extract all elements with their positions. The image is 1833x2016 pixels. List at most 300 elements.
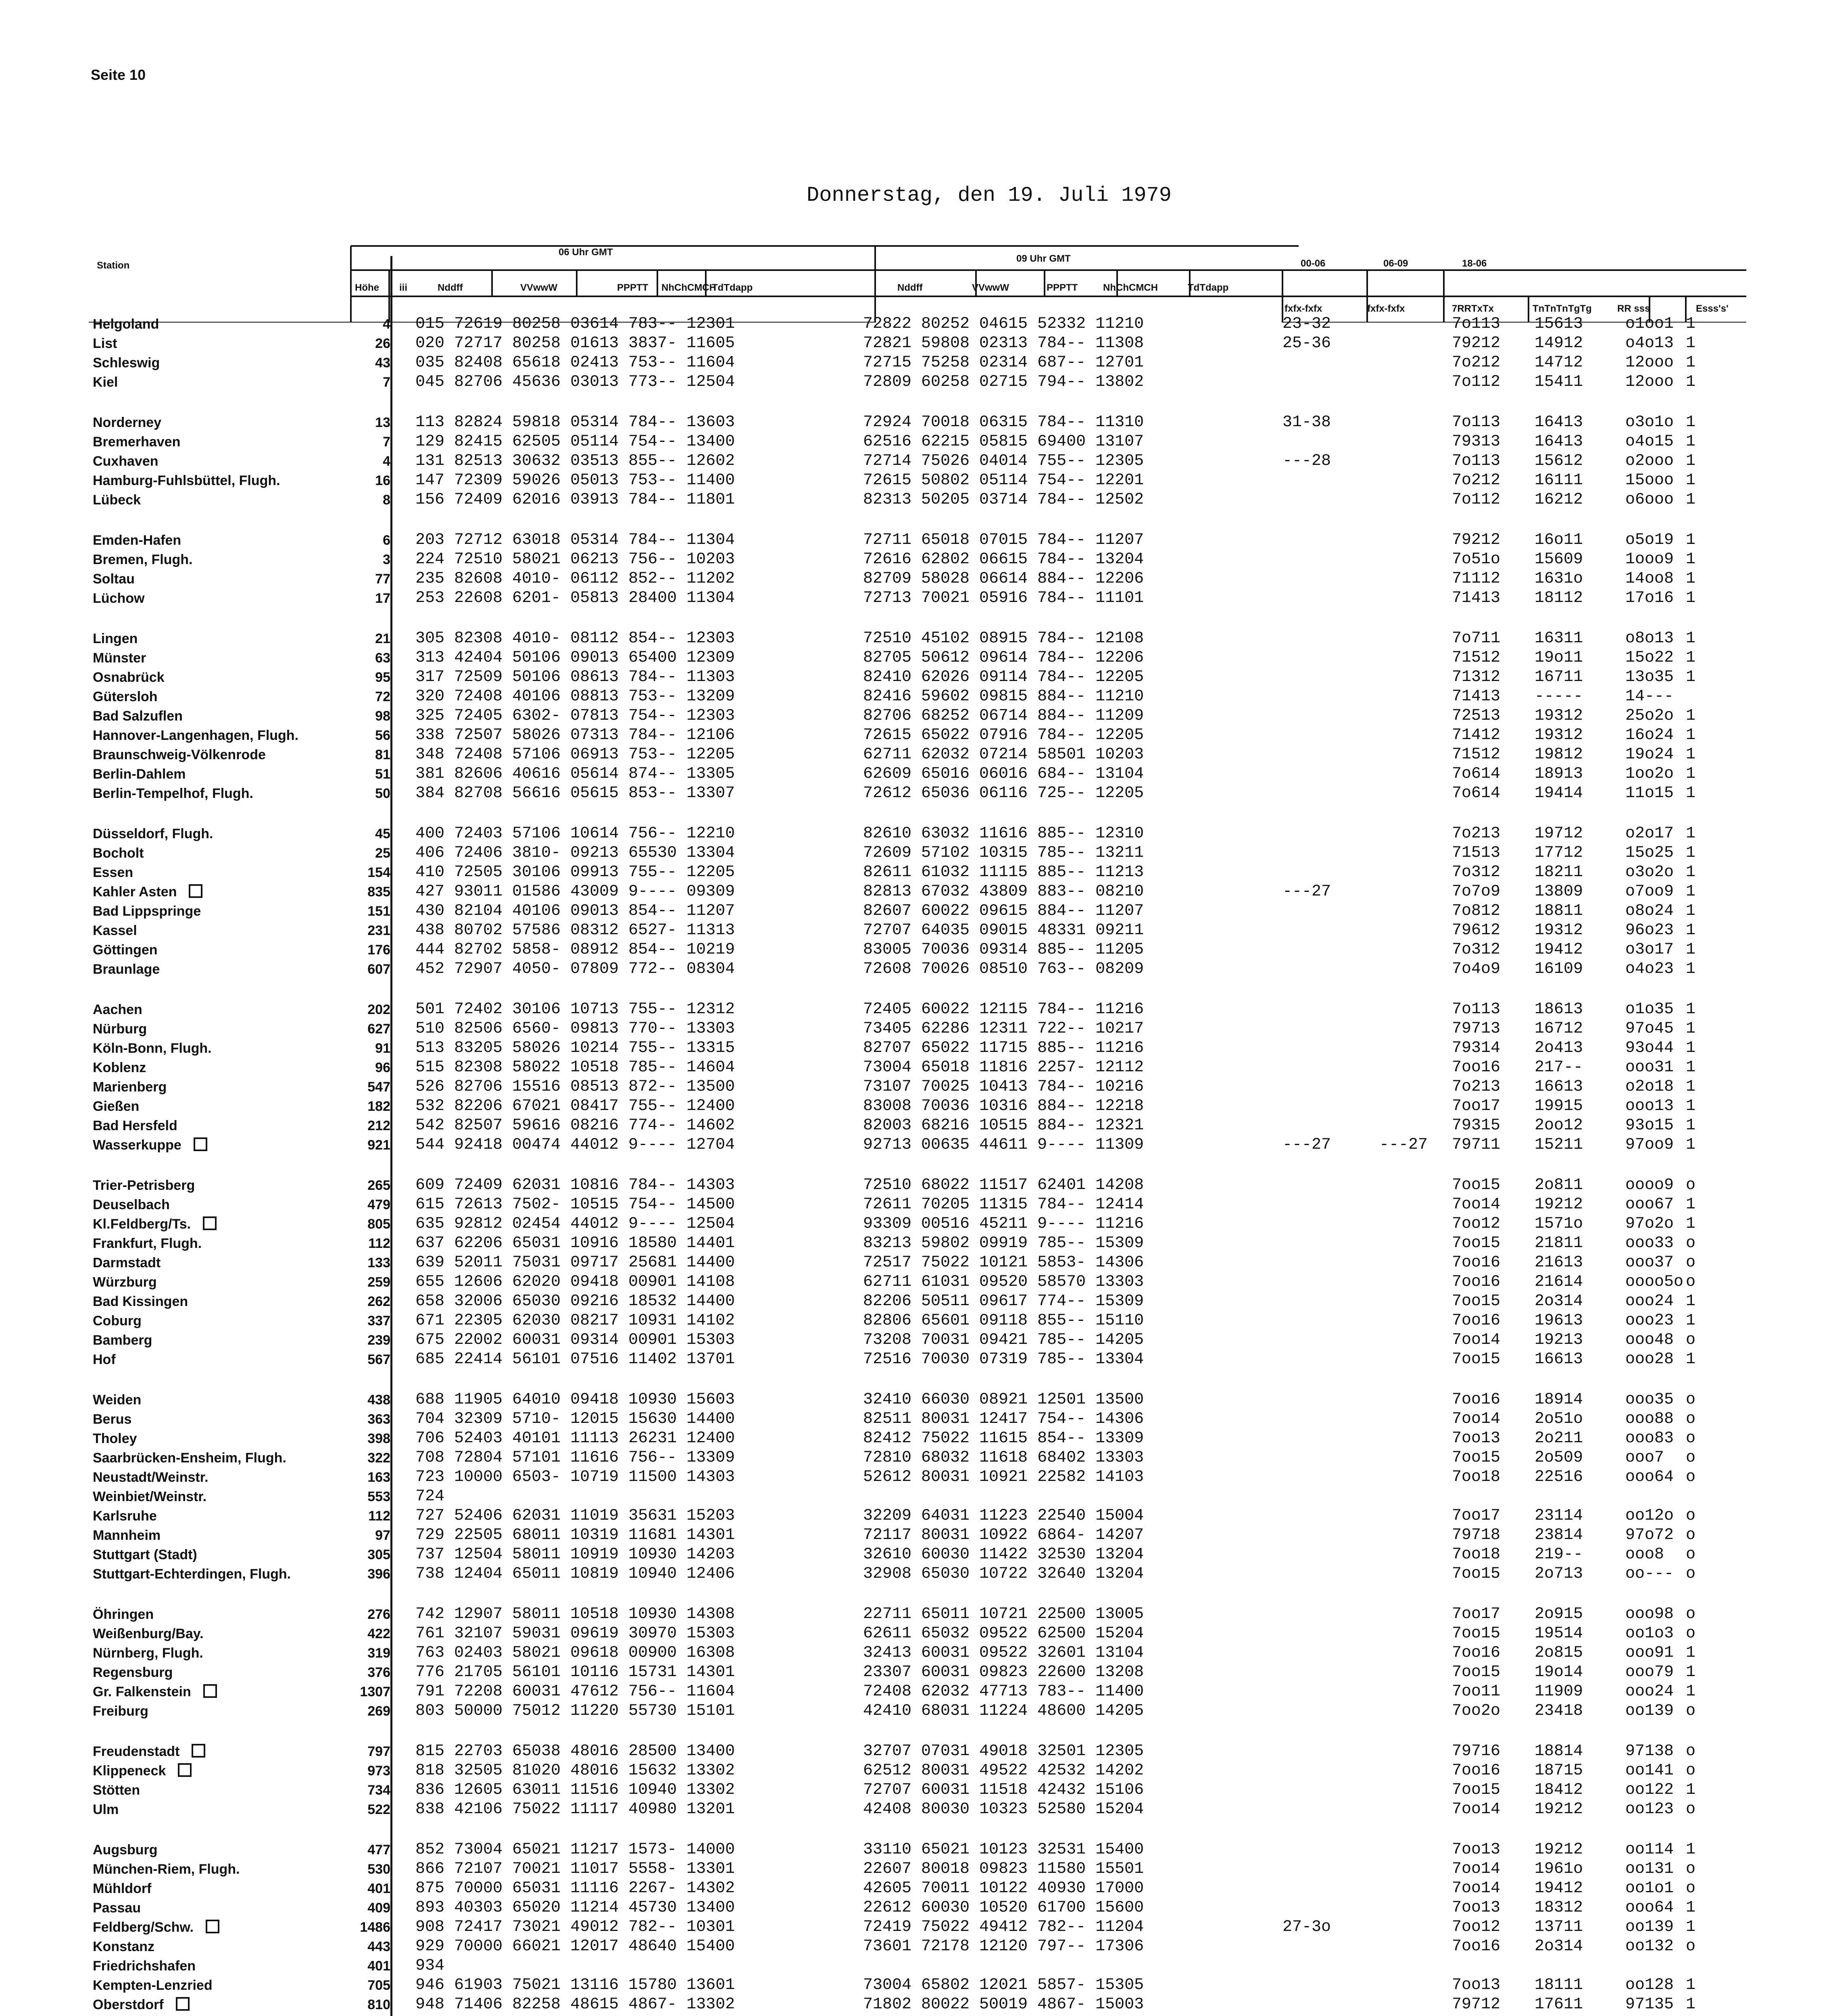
precip: oo123 bbox=[1625, 1800, 1674, 1818]
station-name: Essen bbox=[93, 865, 133, 880]
temp-group: 17611 bbox=[1535, 1995, 1583, 2014]
temp-max-min: 7o113 bbox=[1452, 413, 1501, 431]
snow: 1 bbox=[1686, 765, 1696, 783]
obs-06: 818 32505 81020 48016 15632 13302 bbox=[415, 1762, 735, 1780]
station-name: Bad Lippspringe bbox=[93, 904, 201, 919]
station-height: 567 bbox=[367, 1352, 390, 1367]
obs-06: 113 82824 59818 05314 784-- 13603 bbox=[415, 413, 735, 431]
snow: 1 bbox=[1686, 1899, 1696, 1917]
obs-06: 035 82408 65618 02413 753-- 11604 bbox=[415, 354, 735, 372]
obs-06: 658 32006 65030 09216 18532 14400 bbox=[415, 1292, 735, 1310]
precip: oo132 bbox=[1625, 1937, 1674, 1956]
header-ii: iii bbox=[399, 282, 408, 293]
station-height: 522 bbox=[367, 1802, 390, 1817]
obs-06: 544 92418 00474 44012 9---- 12704 bbox=[415, 1136, 735, 1154]
gust-00-06: ---28 bbox=[1282, 452, 1331, 470]
temp-max-min: 71413 bbox=[1452, 687, 1501, 706]
precip: o2o18 bbox=[1625, 1078, 1674, 1096]
station-height: 4 bbox=[383, 454, 390, 469]
snow: 1 bbox=[1686, 1195, 1696, 1214]
snow: o bbox=[1686, 1468, 1696, 1486]
snow: o bbox=[1686, 1254, 1696, 1272]
header-06-uhr: 06 Uhr GMT bbox=[559, 247, 613, 258]
snow: o bbox=[1686, 1507, 1696, 1525]
temp-max-min: 7oo16 bbox=[1452, 1254, 1501, 1272]
station-name: Hamburg-Fuhlsbüttel, Flugh. bbox=[93, 473, 280, 488]
obs-09: 82705 50612 09614 784-- 12206 bbox=[863, 649, 1144, 667]
station-name: Hof bbox=[93, 1352, 116, 1367]
temp-max-min: 7oo15 bbox=[1452, 1565, 1501, 1583]
station-height: 25 bbox=[375, 846, 390, 861]
temp-max-min: 7oo17 bbox=[1452, 1097, 1501, 1115]
precip: oo114 bbox=[1625, 1841, 1674, 1859]
station-name: Soltau bbox=[93, 571, 135, 587]
temp-group: 2o811 bbox=[1535, 1176, 1583, 1194]
obs-06: 866 72107 70021 11017 5558- 13301 bbox=[415, 1860, 735, 1878]
station-height: 973 bbox=[367, 1763, 390, 1779]
header-tt: TnTnTnTgTg bbox=[1533, 303, 1592, 314]
station-name: Lingen bbox=[93, 631, 138, 646]
temp-group: 1571o bbox=[1535, 1215, 1583, 1233]
snow: 1 bbox=[1686, 784, 1696, 802]
station-name: Braunschweig-Völkenrode bbox=[93, 747, 266, 762]
obs-06: 542 82507 59616 08216 774-- 14602 bbox=[415, 1116, 735, 1135]
station-height: 16 bbox=[375, 473, 390, 488]
obs-06: 838 42106 75022 11117 40980 13201 bbox=[415, 1800, 735, 1818]
precip: o4o23 bbox=[1625, 960, 1674, 978]
temp-max-min: 7oo13 bbox=[1452, 1429, 1501, 1447]
snow: 1 bbox=[1686, 921, 1696, 939]
obs-06: 015 72619 80258 03614 783-- 12301 bbox=[415, 315, 735, 333]
temp-max-min: 79711 bbox=[1452, 1136, 1501, 1154]
temp-group: 19212 bbox=[1535, 1195, 1583, 1214]
obs-06: 147 72309 59026 05013 753-- 11400 bbox=[415, 471, 735, 489]
precip: ooo23 bbox=[1625, 1312, 1674, 1330]
station-name: Bad Salzuflen bbox=[93, 708, 183, 724]
obs-09: 82313 50205 03714 784-- 12502 bbox=[863, 491, 1144, 509]
header-ff1: fxfx-fxfx bbox=[1285, 303, 1322, 314]
obs-09: 82003 68216 10515 884-- 12321 bbox=[863, 1116, 1144, 1135]
temp-group: 19613 bbox=[1535, 1312, 1583, 1330]
snow: 1 bbox=[1686, 471, 1696, 489]
obs-06: 742 12907 58011 10518 10930 14308 bbox=[415, 1605, 735, 1623]
precip: 97138 bbox=[1625, 1742, 1674, 1760]
snow: o bbox=[1686, 1860, 1696, 1878]
snow: 1 bbox=[1686, 1350, 1696, 1368]
temp-max-min: 7o213 bbox=[1452, 1078, 1501, 1096]
snow: 1 bbox=[1686, 844, 1696, 862]
station-height: 77 bbox=[375, 571, 390, 587]
station-name: Braunlage bbox=[93, 962, 160, 977]
station-height: 1307 bbox=[360, 1684, 390, 1699]
temp-max-min: 71512 bbox=[1452, 746, 1501, 764]
obs-06: 637 62206 65031 10916 18580 14401 bbox=[415, 1234, 735, 1252]
temp-max-min: 79212 bbox=[1452, 334, 1501, 352]
obs-06: 513 83205 58026 10214 755-- 13315 bbox=[415, 1039, 735, 1057]
snow: o bbox=[1686, 1702, 1696, 1720]
precip: o4o15 bbox=[1625, 433, 1674, 451]
obs-09: 82611 61032 11115 885-- 11213 bbox=[863, 863, 1144, 881]
header-ppptt-09: PPPTT bbox=[1047, 282, 1078, 293]
obs-06: 253 22608 6201- 05813 28400 11304 bbox=[415, 589, 735, 607]
station-height: 51 bbox=[375, 766, 390, 782]
temp-group: 2o314 bbox=[1535, 1937, 1583, 1956]
station-height: 363 bbox=[367, 1412, 390, 1427]
snow: 1 bbox=[1686, 373, 1696, 391]
obs-06: 526 82706 15516 08513 872-- 13500 bbox=[415, 1078, 735, 1096]
precip: ooo33 bbox=[1625, 1234, 1674, 1252]
obs-06: 737 12504 58011 10919 10930 14203 bbox=[415, 1545, 735, 1564]
precip: oo1o1 bbox=[1625, 1879, 1674, 1897]
snow: 1 bbox=[1686, 707, 1696, 725]
station-height: 13 bbox=[375, 415, 390, 430]
obs-09: 42605 70011 10122 40930 17000 bbox=[863, 1879, 1144, 1897]
precip: 97oo9 bbox=[1625, 1136, 1674, 1154]
station-name: Weißenburg/Bay. bbox=[93, 1626, 204, 1641]
obs-09: 72611 70205 11315 784-- 12414 bbox=[863, 1195, 1144, 1214]
station-name: Karlsruhe bbox=[93, 1508, 157, 1524]
snow: o bbox=[1686, 1449, 1696, 1467]
obs-06: 317 72509 50106 08613 784-- 11303 bbox=[415, 668, 735, 686]
temp-group: 219-- bbox=[1535, 1545, 1583, 1564]
station-name: Bamberg bbox=[93, 1333, 152, 1348]
precip: o2o17 bbox=[1625, 825, 1674, 843]
snow: 1 bbox=[1686, 550, 1696, 569]
station-name: Trier-Petrisberg bbox=[93, 1178, 195, 1193]
precip: 12ooo bbox=[1625, 373, 1674, 391]
obs-09: 83213 59802 09919 785-- 15309 bbox=[863, 1234, 1144, 1252]
obs-09: 52612 80031 10921 22582 14103 bbox=[863, 1468, 1144, 1486]
obs-06: 609 72409 62031 10816 784-- 14303 bbox=[415, 1176, 735, 1194]
snow: o bbox=[1686, 1762, 1696, 1780]
temp-group: 16613 bbox=[1535, 1350, 1583, 1368]
obs-06: 510 82506 6560- 09813 770-- 13303 bbox=[415, 1020, 735, 1038]
temp-group: 18112 bbox=[1535, 589, 1583, 607]
temp-group: 19212 bbox=[1535, 1841, 1583, 1859]
header-09-uhr: 09 Uhr GMT bbox=[1016, 253, 1071, 264]
temp-max-min: 7oo15 bbox=[1452, 1624, 1501, 1643]
station-height: 553 bbox=[367, 1489, 390, 1504]
precip: 97o2o bbox=[1625, 1215, 1674, 1233]
temp-group: 18913 bbox=[1535, 765, 1583, 783]
snow: 1 bbox=[1686, 1136, 1696, 1154]
snow: 1 bbox=[1686, 1116, 1696, 1135]
station-height: 422 bbox=[367, 1626, 390, 1641]
obs-06: 532 82206 67021 08417 755-- 12400 bbox=[415, 1097, 735, 1115]
obs-09: 82412 75022 11615 854-- 13309 bbox=[863, 1429, 1144, 1447]
obs-09: 62711 61031 09520 58570 13303 bbox=[863, 1273, 1144, 1291]
temp-group: 2o314 bbox=[1535, 1292, 1583, 1310]
temp-group: 19414 bbox=[1535, 784, 1583, 802]
temp-group: 16212 bbox=[1535, 491, 1583, 509]
station-name: Deuselbach bbox=[93, 1197, 170, 1212]
station-height: 96 bbox=[375, 1060, 390, 1075]
obs-06: 615 72613 7502- 10515 754-- 14500 bbox=[415, 1195, 735, 1214]
snow: 1 bbox=[1686, 1683, 1696, 1701]
obs-06: 836 12605 63011 11516 10940 13302 bbox=[415, 1781, 735, 1799]
snow: o bbox=[1686, 1176, 1696, 1194]
mountain-station-marker bbox=[203, 1216, 217, 1230]
obs-06: 763 02403 58021 09618 00900 16308 bbox=[415, 1644, 735, 1662]
precip: ooo83 bbox=[1625, 1429, 1674, 1447]
temp-group: 14712 bbox=[1535, 354, 1583, 372]
temp-group: 19312 bbox=[1535, 707, 1583, 725]
temp-group: 16109 bbox=[1535, 960, 1583, 978]
temp-group: 19o11 bbox=[1535, 649, 1583, 667]
temp-group: 2o713 bbox=[1535, 1565, 1583, 1583]
snow: o bbox=[1686, 1429, 1696, 1447]
temp-max-min: 71412 bbox=[1452, 726, 1501, 744]
obs-06: 338 72507 58026 07313 784-- 12106 bbox=[415, 726, 735, 744]
station-height: 26 bbox=[375, 336, 390, 351]
station-name: Regensburg bbox=[93, 1665, 173, 1680]
table-header-frame bbox=[89, 226, 1746, 323]
station-height: 797 bbox=[367, 1744, 390, 1759]
temp-max-min: 79718 bbox=[1452, 1526, 1501, 1544]
temp-max-min: 7o614 bbox=[1452, 784, 1501, 802]
station-name: Bad Hersfeld bbox=[93, 1118, 177, 1133]
temp-group: 16311 bbox=[1535, 629, 1583, 648]
snow: o bbox=[1686, 1937, 1696, 1956]
snow: o bbox=[1686, 1526, 1696, 1544]
station-name: Oberstdorf bbox=[93, 1995, 190, 2014]
obs-09: 72715 75258 02314 687-- 12701 bbox=[863, 354, 1144, 372]
obs-09: 72714 75026 04014 755-- 12305 bbox=[863, 452, 1144, 470]
temp-group: 16711 bbox=[1535, 668, 1583, 686]
precip: 15ooo bbox=[1625, 471, 1674, 489]
station-name: Würzburg bbox=[93, 1275, 157, 1290]
temp-max-min: 7o113 bbox=[1452, 315, 1501, 333]
precip: o7oo9 bbox=[1625, 883, 1674, 901]
obs-06: 501 72402 30106 10713 755-- 12312 bbox=[415, 1000, 735, 1018]
temp-group: 16111 bbox=[1535, 471, 1583, 489]
snow: 1 bbox=[1686, 1097, 1696, 1115]
station-name: Bremerhaven bbox=[93, 434, 181, 450]
temp-max-min: 7oo14 bbox=[1452, 1410, 1501, 1428]
obs-06: 203 72712 63018 05314 784-- 11304 bbox=[415, 531, 735, 549]
temp-max-min: 79612 bbox=[1452, 921, 1501, 939]
precip: oo12o bbox=[1625, 1507, 1674, 1525]
temp-group: 18312 bbox=[1535, 1899, 1583, 1917]
snow: 1 bbox=[1686, 1644, 1696, 1662]
snow: 1 bbox=[1686, 1215, 1696, 1233]
obs-09: 32610 60030 11422 32530 13204 bbox=[863, 1545, 1144, 1564]
obs-09: 82410 62026 09114 784-- 12205 bbox=[863, 668, 1144, 686]
snow: 1 bbox=[1686, 629, 1696, 648]
precip: oo1o3 bbox=[1625, 1624, 1674, 1643]
obs-06: 791 72208 60031 47612 756-- 11604 bbox=[415, 1683, 735, 1701]
header-tmtn: 7RRTxTx bbox=[1452, 303, 1494, 314]
obs-06: 381 82606 40616 05614 874-- 13305 bbox=[415, 765, 735, 783]
obs-09: 82707 65022 11715 885-- 11216 bbox=[863, 1039, 1144, 1057]
station-height: 45 bbox=[375, 826, 390, 841]
precip: o3o17 bbox=[1625, 941, 1674, 959]
obs-09: 72809 60258 02715 794-- 13802 bbox=[863, 373, 1144, 391]
column-rule bbox=[390, 256, 392, 2016]
station-name: Kahler Asten bbox=[93, 882, 202, 902]
station-name: Emden-Hafen bbox=[93, 533, 181, 548]
temp-max-min: 7o213 bbox=[1452, 825, 1501, 843]
temp-max-min: 7oo14 bbox=[1452, 1800, 1501, 1818]
obs-06: 852 73004 65021 11217 1573- 14000 bbox=[415, 1841, 735, 1859]
temp-group: 1961o bbox=[1535, 1860, 1583, 1878]
snow: 1 bbox=[1686, 825, 1696, 843]
station-height: 63 bbox=[375, 650, 390, 666]
header-nddff: Nddff bbox=[438, 282, 463, 293]
snow: o bbox=[1686, 1410, 1696, 1428]
precip: 15o22 bbox=[1625, 649, 1674, 667]
precip: oo128 bbox=[1625, 1976, 1674, 1994]
obs-06: 724 bbox=[415, 1487, 445, 1506]
temp-max-min: 71413 bbox=[1452, 589, 1501, 607]
obs-06: 688 11905 64010 09418 10930 15603 bbox=[415, 1391, 735, 1409]
station-height: 6 bbox=[383, 533, 390, 548]
temp-max-min: 7oo2o bbox=[1452, 1702, 1501, 1720]
snow: 1 bbox=[1686, 1781, 1696, 1799]
station-name: Kl.Feldberg/Ts. bbox=[93, 1214, 217, 1234]
station-name: Augsburg bbox=[93, 1842, 158, 1858]
temp-max-min: 7oo16 bbox=[1452, 1937, 1501, 1956]
obs-06: 803 50000 75012 11220 55730 15101 bbox=[415, 1702, 735, 1720]
station-name: Nürburg bbox=[93, 1021, 147, 1037]
obs-06: 235 82608 4010- 06112 852-- 11202 bbox=[415, 570, 735, 588]
obs-09: 92713 00635 44611 9---- 11309 bbox=[863, 1136, 1144, 1154]
obs-06: 946 61903 75021 13116 15780 13601 bbox=[415, 1976, 735, 1994]
precip: 12ooo bbox=[1625, 354, 1674, 372]
obs-09: 62512 80031 49522 42532 14202 bbox=[863, 1762, 1144, 1780]
station-height: 409 bbox=[367, 1900, 390, 1916]
precip: 97o72 bbox=[1625, 1526, 1674, 1544]
station-name: Göttingen bbox=[93, 942, 158, 958]
station-name: Freiburg bbox=[93, 1704, 148, 1719]
station-name: Kassel bbox=[93, 923, 137, 938]
temp-max-min: 7oo14 bbox=[1452, 1879, 1501, 1897]
station-height: 259 bbox=[367, 1275, 390, 1290]
station-name: Norderney bbox=[93, 415, 162, 430]
station-height: 805 bbox=[367, 1216, 390, 1232]
station-height: 477 bbox=[367, 1842, 390, 1858]
station-height: 50 bbox=[375, 786, 390, 801]
snow: o bbox=[1686, 1273, 1696, 1291]
station-name: Gießen bbox=[93, 1099, 140, 1114]
obs-06: 156 72409 62016 03913 784-- 11801 bbox=[415, 491, 735, 509]
station-height: 112 bbox=[368, 1508, 390, 1524]
precip: 14oo8 bbox=[1625, 570, 1674, 588]
station-height: 212 bbox=[367, 1118, 390, 1133]
obs-06: 727 52406 62031 11019 35631 15203 bbox=[415, 1507, 735, 1525]
precip: oo131 bbox=[1625, 1860, 1674, 1878]
precip: o3o2o bbox=[1625, 863, 1674, 881]
obs-06: 908 72417 73021 49012 782-- 10301 bbox=[415, 1918, 735, 1936]
temp-group: 13711 bbox=[1535, 1918, 1583, 1936]
temp-group: 18111 bbox=[1535, 1976, 1583, 1994]
obs-06: 671 22305 62030 08217 10931 14102 bbox=[415, 1312, 735, 1330]
obs-06: 685 22414 56101 07516 11402 13701 bbox=[415, 1350, 735, 1368]
temp-max-min: 7oo12 bbox=[1452, 1215, 1501, 1233]
header-rr: RR sss bbox=[1617, 303, 1650, 314]
station-height: 810 bbox=[367, 1997, 390, 2012]
precip: 97135 bbox=[1625, 1995, 1674, 2014]
obs-09: 82607 60022 09615 884-- 11207 bbox=[863, 902, 1144, 920]
obs-09: 72608 70026 08510 763-- 08209 bbox=[863, 960, 1144, 978]
obs-06: 384 82708 56616 05615 853-- 13307 bbox=[415, 784, 735, 802]
temp-group: 19312 bbox=[1535, 726, 1583, 744]
precip: 1ooo9 bbox=[1625, 550, 1674, 569]
precip: 19o24 bbox=[1625, 746, 1674, 764]
gust-00-06: 27-3o bbox=[1282, 1918, 1331, 1936]
temp-max-min: 7oo13 bbox=[1452, 1976, 1501, 1994]
precip: ooo91 bbox=[1625, 1644, 1674, 1662]
obs-06: 675 22002 60031 09314 00901 15303 bbox=[415, 1331, 735, 1349]
page-label: Seite 10 bbox=[91, 67, 146, 83]
temp-max-min: 7oo11 bbox=[1452, 1683, 1501, 1701]
obs-09: 82709 58028 06614 884-- 12206 bbox=[863, 570, 1144, 588]
snow: 1 bbox=[1686, 1918, 1696, 1936]
obs-06: 515 82308 58022 10518 785-- 14604 bbox=[415, 1058, 735, 1077]
gust-00-06: ---27 bbox=[1282, 883, 1331, 901]
obs-09: 22612 60030 10520 61700 15600 bbox=[863, 1899, 1144, 1917]
precip: 15o25 bbox=[1625, 844, 1674, 862]
station-name: Ulm bbox=[93, 1802, 119, 1817]
obs-09: 32410 66030 08921 12501 13500 bbox=[863, 1391, 1144, 1409]
precip: ooo28 bbox=[1625, 1350, 1674, 1368]
obs-09: 62711 62032 07214 58501 10203 bbox=[863, 746, 1144, 764]
precip: 93o44 bbox=[1625, 1039, 1674, 1057]
obs-06: 655 12606 62020 09418 00901 14108 bbox=[415, 1273, 735, 1291]
temp-group: 19412 bbox=[1535, 1879, 1583, 1897]
temp-max-min: 7oo16 bbox=[1452, 1273, 1501, 1291]
station-height: 163 bbox=[367, 1470, 390, 1485]
temp-max-min: 7oo16 bbox=[1452, 1312, 1501, 1330]
temp-max-min: 79315 bbox=[1452, 1116, 1501, 1135]
snow: 1 bbox=[1686, 960, 1696, 978]
temp-max-min: 7o212 bbox=[1452, 354, 1501, 372]
precip: o3o1o bbox=[1625, 413, 1674, 431]
mountain-station-marker bbox=[192, 1744, 205, 1758]
station-height: 607 bbox=[367, 962, 390, 977]
obs-09: 22711 65011 10721 22500 13005 bbox=[863, 1605, 1144, 1623]
snow: o bbox=[1686, 1624, 1696, 1643]
precip: 14--- bbox=[1625, 687, 1674, 706]
station-height: 91 bbox=[375, 1041, 390, 1056]
station-height: 627 bbox=[367, 1021, 390, 1037]
temp-max-min: 7oo17 bbox=[1452, 1605, 1501, 1623]
station-height: 97 bbox=[375, 1528, 390, 1543]
obs-06: 305 82308 4010- 08112 854-- 12303 bbox=[415, 629, 735, 648]
temp-max-min: 7oo15 bbox=[1452, 1234, 1501, 1252]
header-vvwww-09: VVwwW bbox=[972, 282, 1009, 293]
station-height: 182 bbox=[367, 1099, 390, 1114]
station-height: 276 bbox=[367, 1607, 390, 1622]
obs-06: 708 72804 57101 11616 756-- 13309 bbox=[415, 1449, 735, 1467]
temp-max-min: 72513 bbox=[1452, 707, 1501, 725]
snow: o bbox=[1686, 1742, 1696, 1760]
obs-09: 72117 80031 10922 6864- 14207 bbox=[863, 1526, 1144, 1544]
obs-09: 83005 70036 09314 885-- 11205 bbox=[863, 941, 1144, 959]
obs-06: 224 72510 58021 06213 756-- 10203 bbox=[415, 550, 735, 569]
temp-group: 17712 bbox=[1535, 844, 1583, 862]
temp-max-min: 71513 bbox=[1452, 844, 1501, 862]
temp-group: 13809 bbox=[1535, 883, 1583, 901]
station-height: 269 bbox=[367, 1704, 390, 1719]
station-name: Gütersloh bbox=[93, 689, 158, 704]
temp-max-min: 7oo14 bbox=[1452, 1331, 1501, 1349]
temp-max-min: 7oo14 bbox=[1452, 1860, 1501, 1878]
snow: o bbox=[1686, 1391, 1696, 1409]
obs-09: 73601 72178 12120 797-- 17306 bbox=[863, 1937, 1144, 1956]
obs-06: 723 10000 6503- 10719 11500 14303 bbox=[415, 1468, 735, 1486]
temp-max-min: 7oo16 bbox=[1452, 1058, 1501, 1077]
